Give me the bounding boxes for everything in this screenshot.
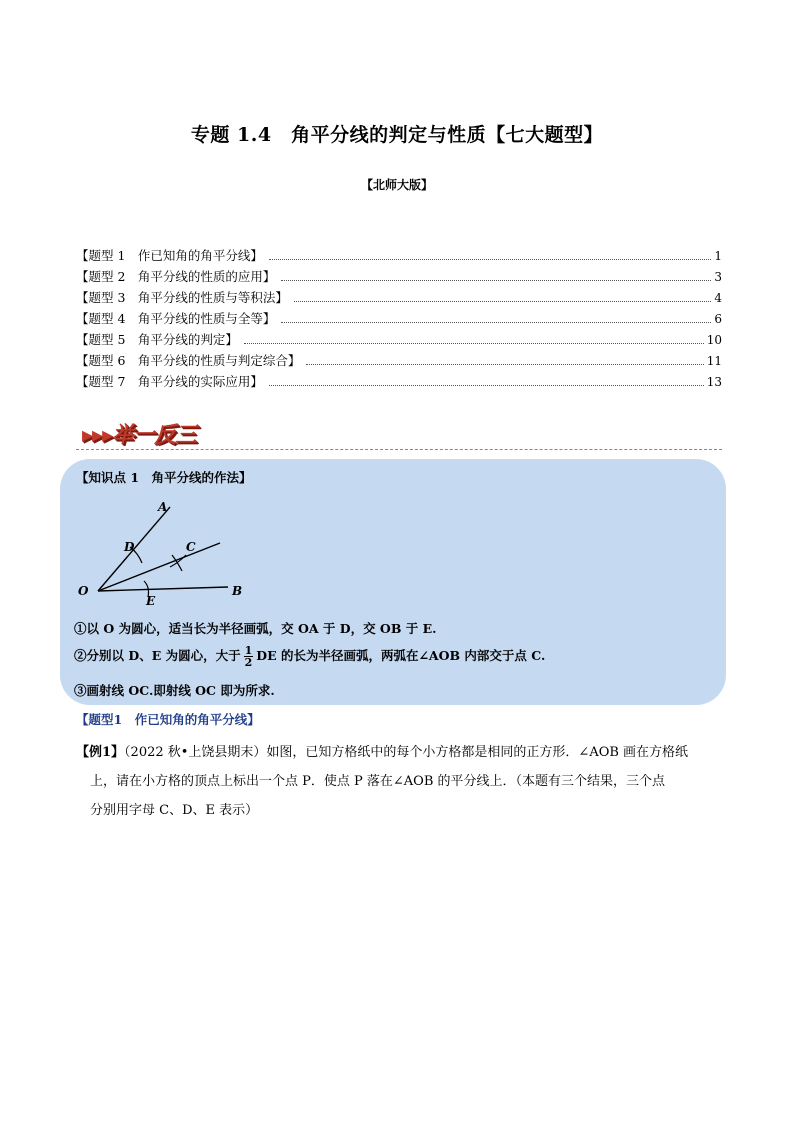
- banner-text: ▸▸▸举一反三: [82, 423, 197, 448]
- toc-item-label: 【题型 2 角平分线的性质的应用】: [76, 269, 276, 284]
- toc-item-page: 11: [706, 354, 722, 368]
- construction-step-3: ③画射线 OC.即射线 OC 即为所求.: [74, 683, 275, 698]
- label-o: O: [78, 584, 89, 598]
- document-subtitle: 【北师大版】: [360, 178, 433, 192]
- example-line-3: 分别用字母 C、D、E 表示）: [90, 803, 259, 818]
- toc-leader: [306, 363, 703, 365]
- fraction-numerator: 1: [244, 644, 253, 657]
- toc-leader: [294, 300, 711, 302]
- step-2-suffix: DE 的长为半径画弧，两弧在∠AOB 内部交于点 C.: [256, 648, 546, 663]
- example-line-1: [76, 738, 726, 767]
- toc-item[interactable]: [76, 246, 722, 267]
- angle-bisector-figure: [74, 495, 274, 615]
- label-b: B: [232, 584, 243, 598]
- example-tag: 【例1】: [76, 745, 125, 760]
- fraction-denominator: 2: [244, 656, 253, 669]
- toc-item[interactable]: [76, 351, 722, 372]
- toc-item-label: 【题型 1 作已知角的角平分线】: [76, 248, 263, 263]
- example-1: [76, 738, 726, 825]
- fraction-one-half: [244, 645, 254, 668]
- toc-item[interactable]: [76, 330, 722, 351]
- toc-item-page: 13: [706, 375, 722, 389]
- toc-item-page: 6: [714, 312, 722, 326]
- toc-leader: [269, 384, 704, 386]
- example-line-2: 上，请在小方格的顶点上标出一个点 P．使点 P 落在∠AOB 的平分线上．（本题有三个结果，三个点: [90, 774, 666, 789]
- toc-item-label: 【题型 5 角平分线的判定】: [76, 332, 238, 347]
- toc-item[interactable]: [76, 288, 722, 309]
- toc-item-label: 【题型 3 角平分线的性质与等积法】: [76, 290, 288, 305]
- construction-step-1: ①以 O 为圆心，适当长为半径画弧，交 OA 于 D，交 OB 于 E.: [74, 621, 437, 636]
- label-d: D: [124, 540, 135, 554]
- toc-item-page: 3: [714, 270, 722, 284]
- label-c: C: [186, 540, 196, 554]
- toc-item-label: 【题型 7 角平分线的实际应用】: [76, 374, 263, 389]
- construction-step-2: [74, 645, 545, 668]
- document-title: 专题 1.4 角平分线的判定与性质【七大题型】: [190, 124, 604, 146]
- toc-leader: [269, 258, 711, 260]
- step-2-prefix: ②分别以 D、E 为圆心，大于: [74, 648, 241, 663]
- label-a: A: [158, 500, 168, 514]
- example-text-1: （2022 秋•上饶县期末）如图，已知方格纸中的每个小方格都是相同的正方形．∠AOB 画在方格纸: [124, 745, 689, 760]
- toc-item[interactable]: [76, 267, 722, 288]
- toc-item[interactable]: [76, 372, 722, 393]
- ray-oc: [98, 543, 220, 591]
- section-banner: [76, 418, 722, 452]
- toc-item-label: 【题型 4 角平分线的性质与全等】: [76, 311, 276, 326]
- question-type-heading: 【题型1 作已知角的角平分线】: [76, 712, 260, 727]
- toc-leader: [281, 321, 711, 323]
- toc-item-label: 【题型 6 角平分线的性质与判定综合】: [76, 353, 301, 368]
- knowledge-point-box: [60, 459, 726, 705]
- toc-leader: [281, 279, 711, 281]
- ray-ob: [98, 587, 228, 591]
- toc-item-page: 10: [706, 333, 722, 347]
- toc-item[interactable]: [76, 309, 722, 330]
- label-e: E: [146, 594, 156, 608]
- knowledge-point-title: 【知识点 1 角平分线的作法】: [76, 470, 252, 485]
- banner-divider: [76, 449, 722, 450]
- toc-leader: [244, 342, 704, 344]
- toc-item-page: 1: [714, 249, 722, 263]
- table-of-contents: [76, 246, 722, 393]
- toc-item-page: 4: [714, 291, 722, 305]
